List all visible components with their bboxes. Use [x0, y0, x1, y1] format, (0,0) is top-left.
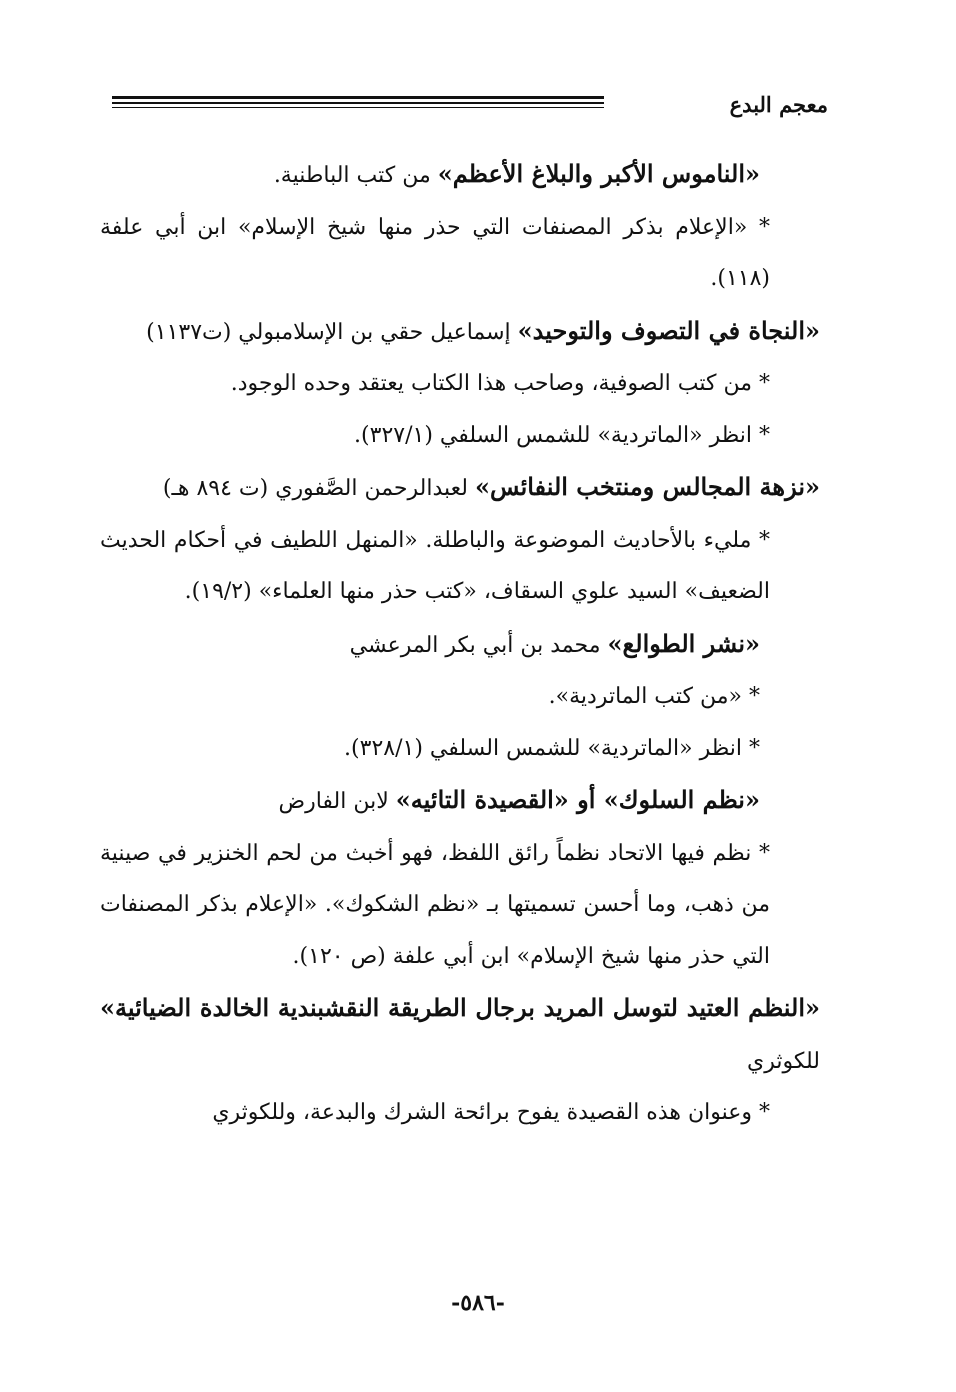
entry-heading — [100, 305, 820, 359]
note-text: * انظر «الماتردية» للشمس السلفي (٣٢٨/١). — [344, 735, 760, 761]
entry-heading — [100, 148, 820, 202]
entry-text: للكوثري — [747, 1048, 820, 1074]
book-title: «نزهة المجالس ومنتخب النفائس» — [474, 472, 820, 501]
note-text: * «الإعلام بذكر المصنفات التي حذر منها شيخ الإسلام» ابن أبي علفة (١١٨). — [100, 214, 770, 291]
entry-heading — [100, 774, 820, 828]
running-head-title: معجم البدع — [729, 92, 828, 117]
book-title: «نشر الطوالع» — [607, 628, 760, 658]
entry-text: من كتب الباطنية. — [273, 163, 438, 188]
note-paragraph — [100, 671, 820, 723]
book-title: «نظم السلوك» أو «القصيدة التائيه» — [395, 785, 760, 814]
note-paragraph — [100, 828, 820, 983]
running-head — [112, 92, 828, 122]
note-text: * نظم فيها الاتحاد نظماً رائق اللفظ، فهو أخبث من لحم الخنزير في صينية من ذهب، وما أحسن تسميتها بـ «نظم الشكوك». «الإعلام بذكر المصنفات التي حذر منها شيخ الإسلام» ابن أبي علفة (ص ١٢٠). — [100, 840, 770, 969]
entry-text: إسماعيل حقي بن الإسلامبولي (ت١١٣٧) — [146, 319, 518, 345]
entry-text: لعبدالرحمن الصَّفوري (ت ٨٩٤ هـ) — [162, 476, 475, 501]
note-text: * «من كتب الماتردية». — [548, 684, 760, 709]
header-rules — [112, 96, 604, 111]
note-text: * مليء بالأحاديث الموضوعة والباطلة. «المنهل اللطيف في أحكام الحديث الضعيف» السيد علوي السقاف، «كتب حذر منها العلماء» (١٩/٢). — [100, 527, 770, 604]
note-text: * انظر «الماتردية» للشمس السلفي (٣٢٧/١). — [354, 422, 770, 448]
note-text: * وعنوان هذه القصيدة يفوح برائحة الشرك والبدعة، وللكوثري — [212, 1100, 770, 1125]
book-title: «النظم العتيد لتوسل المريد برجال الطريقة النقشبندية الخالدة الضيائية» — [100, 993, 820, 1022]
page-number: -٥٨٦- — [451, 1290, 505, 1316]
note-paragraph — [100, 1087, 820, 1139]
note-paragraph — [100, 358, 820, 410]
body-text — [100, 148, 820, 1139]
note-paragraph — [100, 202, 820, 305]
entry-heading — [100, 982, 820, 1087]
entry-heading — [100, 618, 820, 672]
note-paragraph — [100, 410, 820, 462]
note-paragraph — [100, 723, 820, 775]
entry-text: لابن الفارض — [278, 789, 396, 814]
note-paragraph — [100, 515, 820, 618]
entry-heading — [100, 461, 820, 515]
book-title: «النجاة في التصوف والتوحيد» — [517, 315, 820, 345]
entry-text: محمد بن أبي بكر المرعشي — [349, 632, 608, 658]
note-text: * من كتب الصوفية، وصاحب هذا الكتاب يعتقد وحده الوجود. — [230, 371, 770, 396]
book-title: «الناموس الأكبر والبلاغ الأعظم» — [437, 159, 760, 188]
